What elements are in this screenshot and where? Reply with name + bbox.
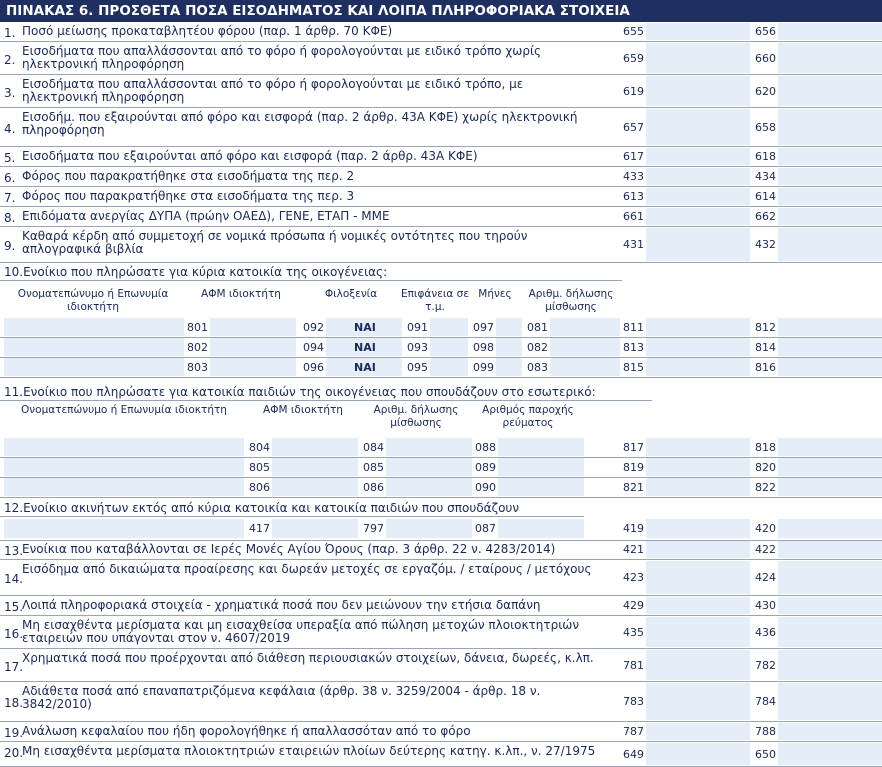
sec10-months-field[interactable]	[496, 318, 522, 336]
amount-field-1[interactable]	[646, 168, 750, 185]
row-number: 2.	[4, 52, 16, 67]
sec11-afm-field[interactable]	[272, 478, 358, 496]
sec11-code-a: 805	[249, 461, 270, 474]
field-code-1: 811	[623, 321, 644, 334]
sec11-lease-field[interactable]	[386, 478, 472, 496]
row-description: Φόρος που παρακρατήθηκε στα εισοδήματα της περ. 3	[22, 189, 355, 203]
field-code-2: 614	[755, 190, 776, 203]
rows-row-2	[0, 75, 882, 108]
sec11-header-owner: Ονοματεπώνυμο ή Επωνυμία ιδιοκτήτη	[21, 404, 227, 416]
row-description: Ποσό μείωσης προκαταβλητέου φόρου (παρ. 1 άρθρ. 70 ΚΦΕ)	[22, 24, 393, 38]
sec10-code-b: 092	[303, 321, 324, 334]
section-12-title: 12.Ενοίκιο ακινήτων εκτός από κύρια κατοικία και κατοικία παιδιών που σπουδάζουν	[4, 501, 520, 515]
row-number: 8.	[4, 211, 16, 225]
amount-field-1[interactable]	[646, 148, 750, 165]
field-code-1: 435	[623, 625, 644, 639]
sec10-code-c: 091	[407, 321, 428, 334]
amount-field-1[interactable]	[646, 743, 750, 765]
amount-field-1[interactable]	[646, 318, 750, 336]
row-number: 5.	[4, 151, 16, 165]
amount-field-1[interactable]	[646, 188, 750, 205]
row-description: Λοιπά πληροφοριακά στοιχεία - χρηματικά ποσά που δεν μειώνουν την ετήσια δαπάνη	[22, 598, 541, 612]
sec12-code-c2: 420	[755, 522, 776, 535]
sec12-amount-1[interactable]	[646, 519, 750, 538]
row-description: Καθαρά κέρδη από συμμετοχή σε νομικά πρόσωπα ή νομικές οντότητες που τηρούν απλογραφικά βιβλία	[22, 229, 528, 256]
amount-field-2[interactable]	[778, 561, 882, 594]
amount-field-2[interactable]	[778, 43, 882, 73]
sec11-code-b: 086	[363, 481, 384, 494]
sec12-amount-2[interactable]	[778, 519, 882, 538]
field-code-2: 782	[755, 658, 776, 672]
rows2-row-1	[0, 560, 882, 596]
sec10-header-months: Μήνες	[478, 288, 512, 300]
rows-row-7	[0, 207, 882, 227]
sec10-afm-field[interactable]	[210, 358, 296, 376]
rows2-row-3	[0, 616, 882, 649]
sec10-code-b: 096	[303, 361, 324, 374]
sec11-header-afm: ΑΦΜ ιδιοκτήτη	[263, 404, 343, 416]
amount-field-2[interactable]	[778, 208, 882, 225]
rows-row-1	[0, 42, 882, 75]
sec11-code-b: 085	[363, 461, 384, 474]
row-number: 13.	[4, 544, 24, 558]
field-code-2: 432	[755, 238, 776, 251]
amount-field-1[interactable]	[646, 723, 750, 740]
field-code-1: 617	[623, 150, 644, 163]
rows-row-0	[0, 22, 882, 42]
sec11-header-lease: Αριθμ. δήλωσης μίσθωσης	[373, 404, 459, 429]
amount-field-1[interactable]	[646, 561, 750, 594]
sec11-owner-field[interactable]	[4, 438, 244, 456]
sec10-area-field[interactable]	[430, 318, 468, 336]
field-code-2: 812	[755, 321, 776, 334]
sec12-power-field[interactable]	[498, 519, 584, 538]
field-code-2: 434	[755, 170, 776, 183]
sec10-owner-field[interactable]	[4, 338, 184, 356]
field-code-1: 781	[623, 658, 644, 672]
amount-field-2[interactable]	[778, 148, 882, 165]
field-code-2: 430	[755, 599, 776, 612]
sec11-code-c: 090	[475, 481, 496, 494]
amount-field-1[interactable]	[646, 358, 750, 376]
sec10-header-owner: Ονοματεπώνυμο ή Επωνυμία ιδιοκτήτη	[17, 288, 169, 313]
row-number: 16.	[4, 626, 24, 641]
sec11-power-field[interactable]	[498, 478, 584, 496]
amount-field-2[interactable]	[778, 76, 882, 106]
row-description: Εισόδημα από δικαιώματα προαίρεσης και δωρεάν μετοχές σε εργαζόμ. / εταίρους / μετόχους	[22, 562, 592, 576]
amount-field-1[interactable]	[646, 478, 750, 496]
field-code-2: 436	[755, 625, 776, 639]
sec10-code-b: 094	[303, 341, 324, 354]
field-code-1: 783	[623, 695, 644, 708]
field-code-2: 422	[755, 543, 776, 556]
rows2-row-0	[0, 540, 882, 560]
field-code-1: 431	[623, 238, 644, 251]
amount-field-1[interactable]	[646, 76, 750, 106]
amount-field-1[interactable]	[646, 228, 750, 261]
rows-row-8	[0, 227, 882, 263]
row-number: 7.	[4, 191, 16, 205]
rows-row-5	[0, 167, 882, 187]
rows2-row-6	[0, 722, 882, 742]
field-code-1: 661	[623, 210, 644, 223]
amount-field-2[interactable]	[778, 188, 882, 205]
sec12-code-a: 417	[249, 522, 270, 535]
row-description: Μη εισαχθέντα μερίσματα πλοιοκτητριών εταιρειών πλοίων δεύτερης κατηγ. κ.λπ., ν. 27/1975	[22, 744, 596, 758]
row-description: Αδιάθετα ποσά από επαναπατριζόμενα κεφάλαια (άρθρ. 38 ν. 3259/2004 - άρθρ. 18 ν. 3842/2010)	[22, 684, 541, 711]
sec10-months-field[interactable]	[496, 338, 522, 356]
amount-field-1[interactable]	[646, 617, 750, 647]
field-code-1: 423	[623, 571, 644, 584]
amount-field-2[interactable]	[778, 168, 882, 185]
field-code-1: 429	[623, 599, 644, 612]
sec12-afm-field[interactable]	[272, 519, 358, 538]
sec10-area-field[interactable]	[430, 358, 468, 376]
row-number: 1.	[4, 26, 16, 40]
sec10-code-e: 081	[527, 321, 548, 334]
row-description: Χρηματικά ποσά που προέρχονται από διάθεση περιουσιακών στοιχείων, δάνεια, δωρεές, κ.λπ.	[22, 651, 594, 665]
field-code-1: 819	[623, 461, 644, 474]
row-description: Ενοίκια που καταβάλλονται σε Ιερές Μονές Αγίου Όρους (παρ. 3 άρθρ. 22 ν. 4283/2014)	[22, 542, 556, 556]
amount-field-1[interactable]	[646, 650, 750, 680]
sec10-code-d: 099	[473, 361, 494, 374]
row-description: Εισοδήματα που απαλλάσσονται από το φόρο ή φορολογούνται με ειδικό τρόπο χωρίς ηλεκτρονική πληροφόρηση	[22, 44, 542, 71]
amount-field-1[interactable]	[646, 597, 750, 614]
row-description: Ανάλωση κεφαλαίου που ήδη φορολογήθηκε ή απαλλασσόταν από το φόρο	[22, 724, 471, 738]
amount-field-1[interactable]	[646, 109, 750, 145]
sec10-code-e: 082	[527, 341, 548, 354]
sec11-code-b: 084	[363, 441, 384, 454]
field-code-1: 787	[623, 725, 644, 738]
amount-field-2[interactable]	[778, 617, 882, 647]
sec10-lease-field[interactable]	[550, 318, 620, 336]
field-code-2: 788	[755, 725, 776, 738]
row-description: Επιδόματα ανεργίας ΔΥΠΑ (πρώην ΟΑΕΔ), ΓΕΝΕ, ΕΤΑΠ - ΜΜΕ	[22, 209, 390, 223]
row-number: 17.	[4, 659, 24, 674]
field-code-2: 660	[755, 51, 776, 65]
sec11-power-field[interactable]	[498, 458, 584, 476]
amount-field-2[interactable]	[778, 23, 882, 40]
sec10-hosting-yes: ΝΑΙ	[354, 321, 376, 334]
sec10-code-c: 095	[407, 361, 428, 374]
sec11-code-c: 089	[475, 461, 496, 474]
field-code-2: 650	[755, 747, 776, 761]
rows-row-6	[0, 187, 882, 207]
amount-field-1[interactable]	[646, 541, 750, 558]
sec10-code-e: 083	[527, 361, 548, 374]
sec10-lease-field[interactable]	[550, 358, 620, 376]
amount-field-2[interactable]	[778, 683, 882, 720]
rows2-row-4	[0, 649, 882, 682]
rows2-row-5	[0, 682, 882, 722]
field-code-1: 613	[623, 190, 644, 203]
sec10-header-hosting: Φιλοξενία	[324, 288, 378, 300]
sec10-header-area: Επιφάνεια σε τ.μ.	[400, 288, 470, 313]
amount-field-1[interactable]	[646, 338, 750, 356]
field-code-1: 813	[623, 341, 644, 354]
amount-field-2[interactable]	[778, 650, 882, 680]
sec10-code-d: 097	[473, 321, 494, 334]
row-number: 4.	[4, 121, 16, 136]
field-code-2: 424	[755, 571, 776, 584]
sec10-hosting-yes: ΝΑΙ	[354, 361, 376, 374]
field-code-1: 649	[623, 747, 644, 761]
row-number: 6.	[4, 171, 16, 185]
field-code-2: 620	[755, 84, 776, 98]
sec10-code-a: 802	[187, 341, 208, 354]
row-description: Μη εισαχθέντα μερίσματα και μη εισαχθείσα υπεραξία από πώληση μετοχών πλοιοκτητριών εταιρειών που υπάγονται στον ν. 4607/2019	[22, 618, 580, 645]
sec11-lease-field[interactable]	[386, 458, 472, 476]
field-code-2: 662	[755, 210, 776, 223]
row-description: Εισοδήματα που απαλλάσσονται από το φόρο ή φορολογούνται με ειδικό τρόπο, με ηλεκτρονική πληροφόρηση	[22, 77, 524, 104]
amount-field-2[interactable]	[778, 338, 882, 356]
sec11-owner-field[interactable]	[4, 458, 244, 476]
sec11-power-field[interactable]	[498, 438, 584, 456]
amount-field-2[interactable]	[778, 458, 882, 476]
row-number: 9.	[4, 239, 16, 253]
amount-field-2[interactable]	[778, 438, 882, 456]
amount-field-2[interactable]	[778, 597, 882, 614]
row-number: 15.	[4, 600, 24, 614]
sec10-owner-field[interactable]	[4, 358, 184, 376]
amount-field-2[interactable]	[778, 723, 882, 740]
amount-field-1[interactable]	[646, 43, 750, 73]
sec12-code-c: 087	[475, 522, 496, 535]
section-10-title: 10.Ενοίκιο που πληρώσατε για κύρια κατοικία της οικογένειας:	[4, 265, 388, 279]
sec11-code-a: 804	[249, 441, 270, 454]
sec11-code-c: 088	[475, 441, 496, 454]
sec11-code-a: 806	[249, 481, 270, 494]
amount-field-1[interactable]	[646, 208, 750, 225]
sec10-lease-field[interactable]	[550, 338, 620, 356]
rows2-row-2	[0, 596, 882, 616]
amount-field-1[interactable]	[646, 23, 750, 40]
rows2-row-7	[0, 742, 882, 767]
amount-field-1[interactable]	[646, 458, 750, 476]
sec10-header-lease: Αριθμ. δήλωσης μίσθωσης	[528, 288, 614, 313]
field-code-1: 817	[623, 441, 644, 454]
rows-row-3	[0, 108, 882, 147]
field-code-2: 658	[755, 120, 776, 134]
rows-row-4	[0, 147, 882, 167]
amount-field-2[interactable]	[778, 541, 882, 558]
field-code-1: 433	[623, 170, 644, 183]
sec11-afm-field[interactable]	[272, 458, 358, 476]
sec12-code-c1: 419	[623, 522, 644, 535]
sec10-area-field[interactable]	[430, 338, 468, 356]
field-code-2: 784	[755, 695, 776, 708]
field-code-2: 822	[755, 481, 776, 494]
field-code-2: 618	[755, 150, 776, 163]
amount-field-2[interactable]	[778, 358, 882, 376]
field-code-1: 815	[623, 361, 644, 374]
sec10-header-afm: ΑΦΜ ιδιοκτήτη	[201, 288, 281, 300]
sec11-lease-field[interactable]	[386, 438, 472, 456]
row-number: 18.	[4, 696, 24, 710]
sec10-afm-field[interactable]	[210, 338, 296, 356]
amount-field-2[interactable]	[778, 743, 882, 765]
field-code-2: 818	[755, 441, 776, 454]
field-code-1: 657	[623, 120, 644, 134]
sec10-hosting-yes: ΝΑΙ	[354, 341, 376, 354]
amount-field-2[interactable]	[778, 228, 882, 261]
field-code-2: 820	[755, 461, 776, 474]
amount-field-2[interactable]	[778, 478, 882, 496]
amount-field-1[interactable]	[646, 438, 750, 456]
field-code-1: 655	[623, 25, 644, 38]
row-description: Εισοδήμ. που εξαιρούνται από φόρο και εισφορά (παρ. 2 άρθρ. 43Α ΚΦΕ) χωρίς ηλεκτρονική πληροφόρηση	[22, 110, 578, 137]
row-description: Φόρος που παρακρατήθηκε στα εισοδήματα της περ. 2	[22, 169, 355, 183]
section-11-title: 11.Ενοίκιο που πληρώσατε για κατοικία παιδιών της οικογένειας που σπουδάζουν στο εσωτερικό:	[4, 385, 596, 399]
amount-field-2[interactable]	[778, 318, 882, 336]
sec12-owner-field[interactable]	[4, 519, 244, 538]
sec10-code-c: 093	[407, 341, 428, 354]
sec10-code-a: 803	[187, 361, 208, 374]
sec10-code-a: 801	[187, 321, 208, 334]
row-number: 20.	[4, 746, 24, 760]
row-number: 3.	[4, 85, 16, 100]
table-title: ΠΙΝΑΚΑΣ 6. ΠΡΟΣΘΕΤΑ ΠΟΣΑ ΕΙΣΟΔΗΜΑΤΟΣ ΚΑΙ ΛΟΙΠΑ ΠΛΗΡΟΦΟΡΙΑΚΑ ΣΤΟΙΧΕΙΑ	[0, 0, 882, 22]
sec10-code-d: 098	[473, 341, 494, 354]
sec11-owner-field[interactable]	[4, 478, 244, 496]
row-number: 19.	[4, 726, 24, 740]
field-code-1: 821	[623, 481, 644, 494]
field-code-1: 421	[623, 543, 644, 556]
sec10-owner-field[interactable]	[4, 318, 184, 336]
field-code-1: 619	[623, 84, 644, 98]
field-code-2: 816	[755, 361, 776, 374]
amount-field-1[interactable]	[646, 683, 750, 720]
sec12-lease-field[interactable]	[386, 519, 472, 538]
field-code-1: 659	[623, 51, 644, 65]
row-number: 14.	[4, 572, 24, 586]
amount-field-2[interactable]	[778, 109, 882, 145]
sec11-header-power: Αριθμός παροχής ρεύματος	[482, 404, 574, 429]
field-code-2: 814	[755, 341, 776, 354]
sec10-months-field[interactable]	[496, 358, 522, 376]
sec12-code-b: 797	[363, 522, 384, 535]
sec11-afm-field[interactable]	[272, 438, 358, 456]
sec10-afm-field[interactable]	[210, 318, 296, 336]
field-code-2: 656	[755, 25, 776, 38]
row-description: Εισοδήματα που εξαιρούνται από φόρο και εισφορά (παρ. 2 άρθρ. 43Α ΚΦΕ)	[22, 149, 478, 163]
